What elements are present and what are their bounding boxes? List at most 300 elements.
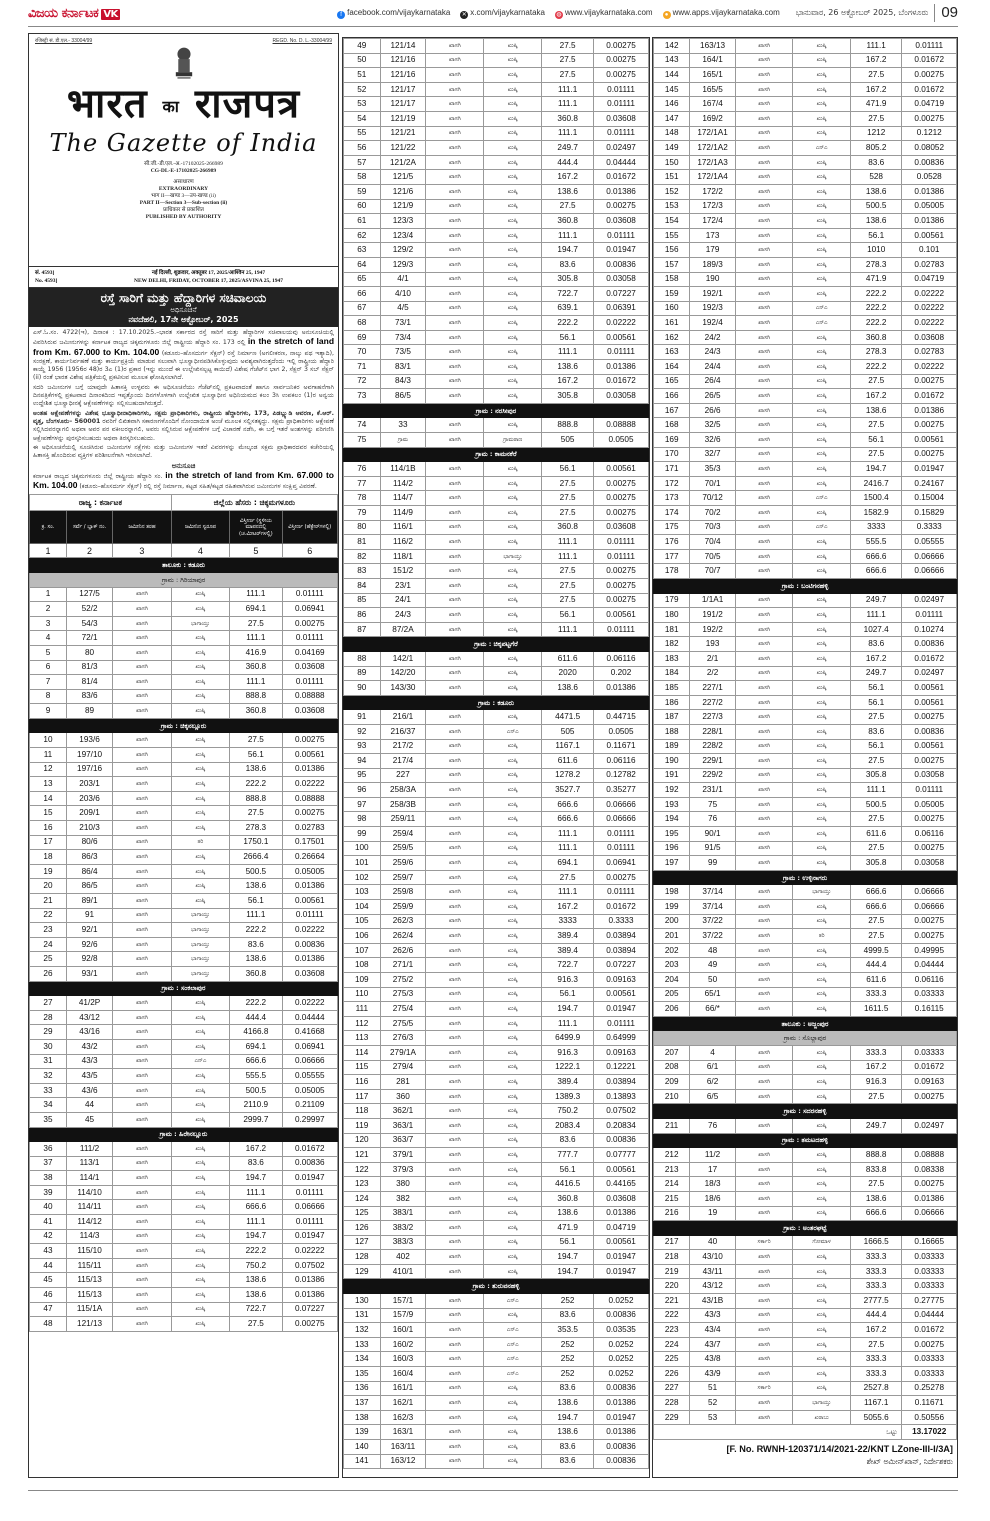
- cell-survey-no: 75: [690, 797, 735, 812]
- cell-area-hectare: 0.00275: [594, 68, 649, 83]
- table-row: [30, 631, 338, 646]
- cell-land-type: ಖಾಸಗಿ: [426, 433, 484, 448]
- table-row: [654, 695, 957, 710]
- cell-survey-no: 86/3: [66, 850, 112, 865]
- cell-area-sqm: 27.5: [850, 1089, 902, 1104]
- cell-land-type: ಖಾಸಗಿ: [426, 666, 484, 681]
- cell-survey-no: 172/2: [690, 184, 735, 199]
- cell-land-nature: ಭಾಗಾಯ್ತು: [793, 885, 851, 900]
- cell-land-nature: ಖುಷ್ಕಿ: [171, 1258, 230, 1273]
- cell-land-type: ಖಾಸಗಿ: [735, 943, 793, 958]
- table-row: [344, 1381, 649, 1396]
- cell-land-type: ಖಾಸಗಿ: [426, 1148, 484, 1163]
- cell-survey-no: 70/7: [690, 564, 735, 579]
- cell-serial: 116: [344, 1075, 381, 1090]
- cell-serial: 28: [30, 1010, 67, 1025]
- table-row: [344, 1075, 649, 1090]
- cell-land-nature: ಖುಷ್ಕಿ: [793, 943, 851, 958]
- cell-land-nature: ಖುಷ್ಕಿ: [793, 695, 851, 710]
- table-row: [654, 418, 957, 433]
- cell-land-type: ಖಾಸಗಿ: [426, 418, 484, 433]
- cell-area-sqm: 167.2: [850, 53, 902, 68]
- table-row: [344, 768, 649, 783]
- cell-land-nature: ಖುಷ್ಕಿ: [484, 155, 542, 170]
- cell-survey-no: 121/22: [380, 141, 426, 156]
- cell-serial: 203: [654, 958, 690, 973]
- cell-land-nature: ಖುಷ್ಕಿ: [793, 462, 851, 477]
- cell-land-nature: ಖುಷ್ಕಿ: [793, 345, 851, 360]
- cell-area-sqm: 27.5: [230, 806, 282, 821]
- website-link[interactable]: [555, 8, 653, 19]
- table-row: [344, 360, 649, 375]
- cell-area-sqm: 389.4: [542, 929, 594, 944]
- cell-land-type: ಖಾಸಗಿ: [735, 914, 793, 929]
- table-row: [654, 564, 957, 579]
- cell-survey-no: 121/14: [380, 39, 426, 54]
- cell-survey-no: 142/20: [380, 666, 426, 681]
- table-row: [30, 1098, 338, 1113]
- cell-area-hectare: 0.02497: [902, 666, 957, 681]
- cell-area-hectare: 0.00836: [594, 1381, 649, 1396]
- cell-serial: 210: [654, 1089, 690, 1104]
- cell-area-sqm: 5055.6: [850, 1410, 902, 1425]
- cell-area-hectare: 0.11671: [902, 1396, 957, 1411]
- signatory: ಶೇಖ್ ಅಮೀನ್‌ಖಾನ್, ನಿರ್ದೇಶಕರು: [866, 1457, 953, 1466]
- cell-area-hectare: 0.00275: [594, 578, 649, 593]
- cell-land-type: ಖಾಸಗಿ: [113, 1200, 172, 1215]
- cell-land-type: ಖಾಸಗಿ: [426, 111, 484, 126]
- cell-land-nature: ಖುಷ್ಕಿ: [484, 535, 542, 550]
- cell-land-type: ಖಾಸಗಿ: [735, 360, 793, 375]
- cell-area-sqm: 138.6: [542, 184, 594, 199]
- cell-land-type: ಖಾಸಗಿ: [113, 850, 172, 865]
- cell-area-hectare: 0.03333: [902, 1045, 957, 1060]
- cell-land-nature: ಖುಷ್ಕಿ: [484, 1440, 542, 1455]
- cell-area-hectare: 0.04719: [902, 97, 957, 112]
- cell-area-sqm: 111.1: [542, 345, 594, 360]
- cell-land-type: ಖಾಸಗಿ: [426, 170, 484, 185]
- cell-area-hectare: 0.09163: [594, 1045, 649, 1060]
- cell-area-hectare: 0.35277: [594, 783, 649, 798]
- cell-survey-no: 80: [66, 645, 112, 660]
- cell-survey-no: 121/17: [380, 82, 426, 97]
- cell-serial: 153: [654, 199, 690, 214]
- cell-area-hectare: 0.03608: [282, 704, 337, 719]
- cell-land-type: ಖಾಸಗಿ: [426, 578, 484, 593]
- cell-area-sqm: 27.5: [542, 593, 594, 608]
- globe-icon: ◍: [556, 11, 562, 18]
- cell-survey-no: 45: [66, 1112, 112, 1127]
- cell-land-nature: ಖುಷ್ಕಿ: [484, 1264, 542, 1279]
- cell-survey-no: 6/1: [690, 1060, 735, 1075]
- apps-link[interactable]: [663, 8, 780, 19]
- cell-survey-no: 192/3: [690, 301, 735, 316]
- cell-land-type: ಖಾಸಗಿ: [113, 1215, 172, 1230]
- cell-area-sqm: 888.8: [542, 418, 594, 433]
- cell-area-hectare: 0.01111: [594, 1016, 649, 1031]
- cell-survey-no: 4/10: [380, 287, 426, 302]
- table-row: [654, 1279, 957, 1294]
- cell-land-type: ಖಾಸಗಿ: [735, 1002, 793, 1017]
- cell-area-sqm: 611.6: [542, 651, 594, 666]
- table-row: [344, 520, 649, 535]
- cell-area-sqm: 1389.3: [542, 1089, 594, 1104]
- cell-survey-no: 402: [380, 1250, 426, 1265]
- cell-land-nature: ಖುಷ್ಕಿ: [484, 184, 542, 199]
- cell-area-hectare: 0.03608: [594, 214, 649, 229]
- cell-land-nature: ಖುಷ್ಕಿ: [171, 748, 230, 763]
- cell-land-nature: ಖುಷ್ಕಿ: [793, 257, 851, 272]
- table-row: [654, 1323, 957, 1338]
- cell-survey-no: 217/2: [380, 739, 426, 754]
- cell-serial: 10: [30, 733, 67, 748]
- cell-area-hectare: 0.03058: [902, 768, 957, 783]
- cell-area-hectare: 0.02222: [902, 287, 957, 302]
- section-label: ತಾಲೂಕು : ಅಜ್ಜಂಪುರ: [654, 1016, 957, 1031]
- cell-survey-no: 172/3: [690, 199, 735, 214]
- cell-area-sqm: 249.7: [850, 666, 902, 681]
- cell-area-hectare: 0.00275: [594, 199, 649, 214]
- section-label: ಗ್ರಾಮ : ತುರುವನಹಳ್ಳಿ: [344, 1279, 649, 1294]
- cell-area-hectare: 0.02222: [902, 360, 957, 375]
- cell-area-hectare: 0.01386: [902, 184, 957, 199]
- cell-land-type: ಖಾಸಗಿ: [426, 1425, 484, 1440]
- cell-land-nature: ಖುಷ್ಕಿ: [793, 39, 851, 54]
- table-row: [344, 870, 649, 885]
- cell-area-hectare: 0.00836: [282, 1156, 337, 1171]
- table-row: [30, 850, 338, 865]
- cell-serial: 50: [344, 53, 381, 68]
- cell-area-hectare: 0.01947: [594, 1250, 649, 1265]
- cell-land-type: ಖಾಸಗಿ: [113, 1185, 172, 1200]
- cell-serial: 3: [30, 616, 67, 631]
- cell-serial: 117: [344, 1089, 381, 1104]
- cell-area-hectare: 0.0252: [594, 1337, 649, 1352]
- cell-area-sqm: 27.5: [542, 506, 594, 521]
- cell-area-sqm: 888.8: [230, 689, 282, 704]
- cell-land-nature: ಖುಷ್ಕಿ: [793, 841, 851, 856]
- cell-survey-no: 142/1: [380, 651, 426, 666]
- cell-land-nature: ಭಾಗಾಯ್ತು: [171, 937, 230, 952]
- table-row: [654, 360, 957, 375]
- cell-area-sqm: 27.5: [230, 733, 282, 748]
- cell-area-hectare: 0.01111: [282, 1185, 337, 1200]
- cell-survey-no: 91: [66, 908, 112, 923]
- cell-area-hectare: 0.07227: [282, 1302, 337, 1317]
- cell-survey-no: 151/2: [380, 564, 426, 579]
- cell-land-type: ಖಾಸಗಿ: [735, 1294, 793, 1309]
- cell-area-hectare: 0.01111: [594, 535, 649, 550]
- cell-land-type: ಖಾಸಗಿ: [113, 821, 172, 836]
- cell-serial: 37: [30, 1156, 67, 1171]
- cell-area-sqm: 252: [542, 1294, 594, 1309]
- cell-area-sqm: 249.7: [542, 141, 594, 156]
- cell-land-type: ಖಾಸಗಿ: [735, 155, 793, 170]
- cell-survey-no: 43/1B: [690, 1294, 735, 1309]
- issue-no-hindi: सं. 4593]: [35, 270, 55, 276]
- cell-land-nature: ಖುಷ್ಕಿ: [484, 520, 542, 535]
- cell-land-type: ಖಾಸಗಿ: [735, 987, 793, 1002]
- cell-survey-no: 26/4: [690, 374, 735, 389]
- cell-land-nature: ಖುಷ್ಕಿ: [793, 535, 851, 550]
- cell-land-nature: ಖುಷ್ಕಿ: [793, 973, 851, 988]
- table-row: [30, 733, 338, 748]
- table-row: [654, 900, 957, 915]
- cell-land-type: ಖಾಸಗಿ: [113, 1171, 172, 1186]
- cell-area-hectare: 0.00561: [902, 739, 957, 754]
- cell-serial: 176: [654, 535, 690, 550]
- cell-area-hectare: 0.44165: [594, 1177, 649, 1192]
- cell-serial: 54: [344, 111, 381, 126]
- cell-land-type: ಖಾಸಗಿ: [735, 1148, 793, 1163]
- brand-logo[interactable]: [28, 6, 120, 21]
- table-row: [30, 1112, 338, 1127]
- section-header-row: [654, 578, 957, 593]
- cell-survey-no: 17: [690, 1162, 735, 1177]
- cell-serial: 73: [344, 389, 381, 404]
- cell-area-hectare: 0.01111: [594, 885, 649, 900]
- cell-land-type: ಖಾಸಗಿ: [735, 228, 793, 243]
- table-row: [344, 214, 649, 229]
- issue-date-english: NEW DELHI, FRIDAY, OCTOBER 17, 2025/ASVINA 25, 1947: [134, 278, 283, 284]
- cell-area-hectare: 0.07502: [282, 1258, 337, 1273]
- table-row: [30, 1083, 338, 1098]
- cell-serial: 71: [344, 360, 381, 375]
- cell-land-nature: ಭಾಗಾಯ್ತು: [484, 549, 542, 564]
- cell-land-type: ಖಾಸಗಿ: [735, 1279, 793, 1294]
- cell-survey-no: 86/5: [380, 389, 426, 404]
- cell-serial: 19: [30, 864, 67, 879]
- cell-land-type: ಖಾಸಗಿ: [735, 666, 793, 681]
- cell-area-sqm: 56.1: [850, 739, 902, 754]
- cell-survey-no: 275/5: [380, 1016, 426, 1031]
- cell-serial: 23: [30, 923, 67, 938]
- cell-land-type: ಖಾಸಗಿ: [113, 733, 172, 748]
- cell-land-nature: ಖುಷ್ಕಿ: [484, 199, 542, 214]
- cell-serial: 213: [654, 1162, 690, 1177]
- cell-survey-no: 4/5: [380, 301, 426, 316]
- table-row: [344, 155, 649, 170]
- cell-serial: 204: [654, 973, 690, 988]
- cell-area-hectare: 0.00275: [282, 616, 337, 631]
- cell-land-nature: ಖುಷ್ಕಿ: [484, 608, 542, 623]
- cell-land-type: ಖಾಸಗಿ: [113, 952, 172, 967]
- cell-survey-no: 165/1: [690, 68, 735, 83]
- cell-land-nature: ಖುಷ್ಕಿ: [793, 1191, 851, 1206]
- cell-survey-no: 43/5: [66, 1069, 112, 1084]
- cell-land-type: ಖಾಸಗಿ: [113, 645, 172, 660]
- cell-survey-no: 259/6: [380, 856, 426, 871]
- cell-serial: 90: [344, 681, 381, 696]
- section-header-row: [344, 403, 649, 418]
- cell-serial: 26: [30, 966, 67, 981]
- cell-serial: 106: [344, 929, 381, 944]
- table-row: [344, 1104, 649, 1119]
- cell-survey-no: 160/4: [380, 1367, 426, 1382]
- cell-land-type: ಖಾಸಗಿ: [426, 739, 484, 754]
- facebook-link[interactable]: [337, 8, 450, 19]
- cell-area-sqm: 27.5: [850, 754, 902, 769]
- cell-land-nature: ಖುಷ್ಕಿ: [484, 330, 542, 345]
- cell-survey-no: 191/2: [690, 608, 735, 623]
- cell-area-sqm: 353.5: [542, 1323, 594, 1338]
- table-row: [344, 651, 649, 666]
- cell-land-type: ಖಾಸಗಿ: [426, 1191, 484, 1206]
- cell-land-nature: ಖುಷ್ಕಿ: [793, 199, 851, 214]
- cell-land-nature: ಖುಷ್ಕಿ: [484, 739, 542, 754]
- land-table-part-1: [29, 494, 338, 1331]
- cell-serial: 62: [344, 228, 381, 243]
- cell-serial: 111: [344, 1002, 381, 1017]
- cell-land-nature: ತರಿ: [793, 929, 851, 944]
- table-row: [654, 1410, 957, 1425]
- cell-survey-no: 227/2: [690, 695, 735, 710]
- cell-area-sqm: 111.1: [542, 82, 594, 97]
- cell-land-nature: ಎನ್‌ಎ: [484, 1337, 542, 1352]
- annex-description: [33, 471, 334, 492]
- cell-area-sqm: 111.1: [850, 39, 902, 54]
- cell-land-nature: ಖುಷ್ಕಿ: [484, 1454, 542, 1469]
- cell-land-nature: ಎನ್‌ಎ: [793, 491, 851, 506]
- authority-hindi: प्राधिकार से प्रकाशित: [163, 207, 204, 213]
- cell-land-nature: ಖುಷ್ಕಿ: [484, 856, 542, 871]
- table-row: [30, 1302, 338, 1317]
- cell-land-type: ಖಾಸಗಿ: [735, 608, 793, 623]
- cell-survey-no: 173: [690, 228, 735, 243]
- table-row: [344, 272, 649, 287]
- cell-area-sqm: 722.7: [542, 958, 594, 973]
- cell-land-nature: ಎನ್‌ಎ: [793, 141, 851, 156]
- cell-land-type: ಖಾಸಗಿ: [426, 1206, 484, 1221]
- total-row: [654, 1425, 957, 1440]
- cell-area-hectare: 0.02497: [902, 593, 957, 608]
- cell-survey-no: 192/4: [690, 316, 735, 331]
- cell-area-sqm: 138.6: [542, 1206, 594, 1221]
- column-2: [342, 37, 650, 1478]
- cell-area-hectare: 0.00836: [594, 1440, 649, 1455]
- ministry-name: ರಸ್ತೆ ಸಾರಿಗೆ ಮತ್ತು ಹೆದ್ದಾರಿಗಳ ಸಚಿವಾಲಯ: [100, 291, 267, 305]
- cell-land-type: ಖಾಸಗಿ: [426, 754, 484, 769]
- cell-serial: 77: [344, 476, 381, 491]
- cell-serial: 129: [344, 1264, 381, 1279]
- cell-area-hectare: 0.00561: [902, 433, 957, 448]
- cell-land-type: ಖಾಸಗಿ: [735, 39, 793, 54]
- cell-land-nature: ಖುಷ್ಕಿ: [484, 1221, 542, 1236]
- cell-land-nature: ಖುಷ್ಕಿ: [793, 1060, 851, 1075]
- cell-area-sqm: 56.1: [850, 433, 902, 448]
- cell-area-hectare: 0.01111: [594, 622, 649, 637]
- cell-area-hectare: 0.03894: [594, 929, 649, 944]
- cell-serial: 217: [654, 1235, 690, 1250]
- cell-land-nature: ಖುಷ್ಕಿ: [484, 1133, 542, 1148]
- table-row: [344, 228, 649, 243]
- cell-land-type: ಖಾಸಗಿ: [426, 1367, 484, 1382]
- cell-land-nature: ಖುಷ್ಕಿ: [171, 1010, 230, 1025]
- table-row: [654, 739, 957, 754]
- cell-survey-no: 275/4: [380, 1002, 426, 1017]
- table-row: [654, 68, 957, 83]
- cell-area-hectare: 0.01386: [282, 762, 337, 777]
- table-row: [654, 520, 957, 535]
- cell-survey-no: 81/3: [66, 660, 112, 675]
- cell-serial: 189: [654, 739, 690, 754]
- cell-survey-no: 193: [690, 637, 735, 652]
- extraordinary-hindi: असाधारण: [173, 179, 194, 185]
- cell-area-sqm: 222.2: [230, 777, 282, 792]
- cell-area-hectare: 0.03894: [594, 1075, 649, 1090]
- cell-serial: 173: [654, 491, 690, 506]
- cell-serial: 174: [654, 506, 690, 521]
- gazette-cg-block: [29, 161, 338, 175]
- cell-survey-no: 4/1: [380, 272, 426, 287]
- table-row: [30, 879, 338, 894]
- cell-survey-no: 43/4: [690, 1323, 735, 1338]
- cell-land-type: ಖಾಸಗಿ: [735, 1367, 793, 1382]
- cell-serial: 98: [344, 812, 381, 827]
- cell-land-type: ಖಾಸಗಿ: [426, 1323, 484, 1338]
- cell-serial: 208: [654, 1060, 690, 1075]
- cell-survey-no: 2/2: [690, 666, 735, 681]
- cell-area-sqm: 722.7: [230, 1302, 282, 1317]
- cell-land-nature: ಖುಷ್ಕಿ: [793, 914, 851, 929]
- cell-land-type: ಖಾಸಗಿ: [735, 651, 793, 666]
- table-row: [344, 958, 649, 973]
- cell-area-hectare: 0.00275: [902, 1177, 957, 1192]
- table-row: [344, 1177, 649, 1192]
- cell-area-sqm: 27.5: [542, 870, 594, 885]
- x-link[interactable]: [460, 8, 545, 19]
- cell-area-hectare: 0.06116: [902, 827, 957, 842]
- section-header-row: [654, 1104, 957, 1119]
- cell-land-nature: ಖುಷ್ಕಿ: [484, 301, 542, 316]
- cell-area-sqm: 27.5: [850, 710, 902, 725]
- cell-area-hectare: 0.00275: [594, 593, 649, 608]
- section-header-row: [30, 981, 338, 996]
- cell-serial: 162: [654, 330, 690, 345]
- cell-serial: 45: [30, 1273, 67, 1288]
- cell-survey-no: 93/1: [66, 966, 112, 981]
- masthead: [28, 0, 958, 26]
- cell-survey-no: 43/7: [690, 1337, 735, 1352]
- cell-survey-no: 19: [690, 1206, 735, 1221]
- cell-area-sqm: 111.1: [230, 675, 282, 690]
- table-row: [30, 1156, 338, 1171]
- cell-area-hectare: 0.00275: [594, 491, 649, 506]
- annex-end: (ಕಡೂರು–ಹೊಸದುರ್ಗ ಸೆಕ್ಷನ್) ರಲ್ಲಿ ರಸ್ತೆ ನಿರ್ಮಾಣ, ಕಟ್ಟಡ ಸಹಿತ/ಕಟ್ಟಡ ರಹಿತವಾಗಿರುವ ಜಮೀನುಗಳ ಸಂಕ್ಷಿಪ್ತ ವಿವರಣೆ.: [79, 483, 317, 491]
- cell-land-type: ಖಾಸಗಿ: [426, 900, 484, 915]
- cell-survey-no: 116/2: [380, 535, 426, 550]
- cell-survey-no: 76: [690, 1118, 735, 1133]
- cell-survey-no: 189/3: [690, 257, 735, 272]
- notice-body: [29, 327, 338, 494]
- cell-survey-no: 383/3: [380, 1235, 426, 1250]
- cell-area-sqm: 56.1: [850, 681, 902, 696]
- table-row: [344, 914, 649, 929]
- cell-land-type: ಖಾಸಗಿ: [426, 476, 484, 491]
- section-header-row: [344, 447, 649, 462]
- cell-land-type: ಖಾಸಗಿ: [113, 660, 172, 675]
- cell-area-hectare: 0.03608: [282, 966, 337, 981]
- cell-survey-no: 24/3: [380, 608, 426, 623]
- cell-land-type: ಖಾಸಗಿ: [113, 631, 172, 646]
- cell-survey-no: 172/4: [690, 214, 735, 229]
- table-row: [654, 82, 957, 97]
- cell-area-hectare: 0.06941: [282, 1039, 337, 1054]
- cell-serial: 1: [30, 587, 67, 602]
- cell-serial: 187: [654, 710, 690, 725]
- cell-land-nature: ಎನ್‌ಎ: [793, 301, 851, 316]
- cell-area-hectare: 0.50556: [902, 1410, 957, 1425]
